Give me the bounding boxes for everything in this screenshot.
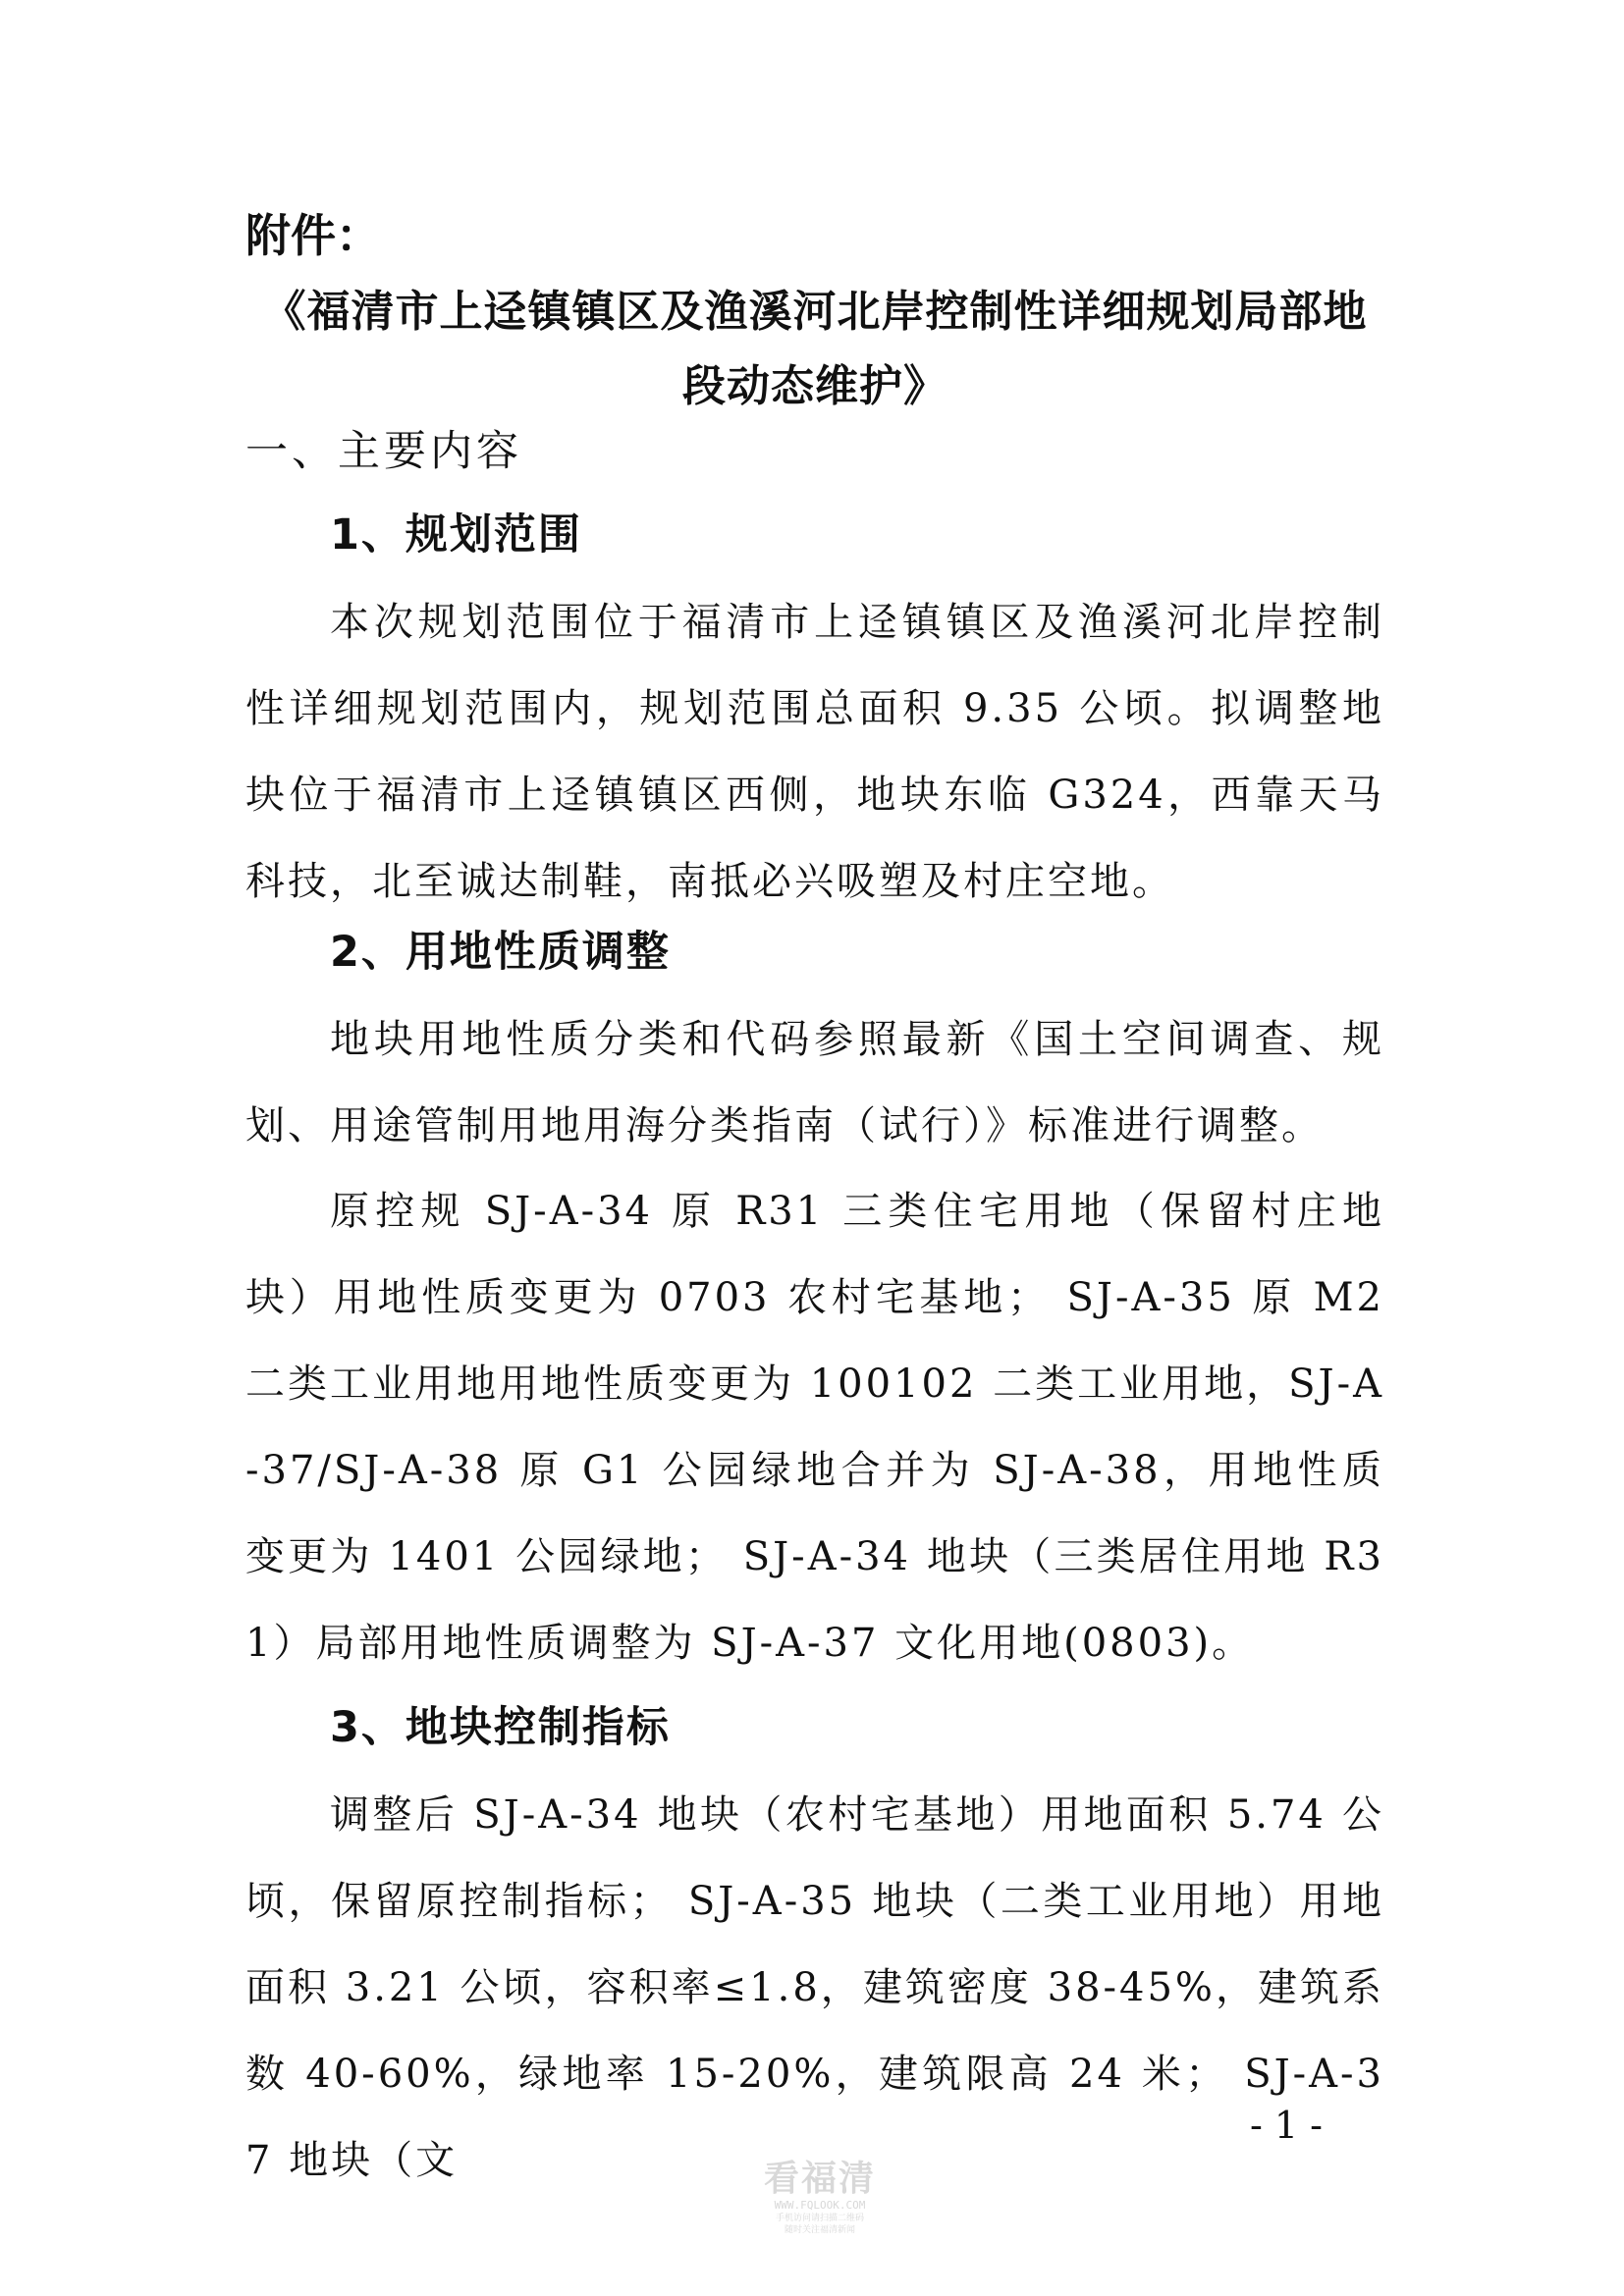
section-heading-main-content: 一、主要内容 [245,427,522,476]
document-title: 《福清市上迳镇镇区及渔溪河北岸控制性详细规划局部地段动态维护》 [262,287,1368,411]
watermark-line-1: 手机访问请扫描二维码 [775,2214,864,2223]
paragraph-control-indicators: 调整后 SJ-A-34 地块（农村宅基地）用地面积 5.74 公顷，保留原控制指标； SJ-A-35 地块（二类工业用地）用地面积 3.21 公顷，容积率≤1.8，建筑密度 38-45%，建筑系数 40-60%，绿地率 15-20%，建筑限高 24 米； SJ-A-37 地块（文 [245,1792,1384,2183]
paragraph-planning-scope: 本次规划范围位于福清市上迳镇镇区及渔溪河北岸控制性详细规划范围内，规划范围总面积 9.35 公顷。拟调整地块位于福清市上迳镇镇区西侧，地块东临 G324，西靠天马科技，北至诚达制鞋，南抵必兴吸塑及村庄空地。 [245,600,1384,904]
subsection-heading-land-use-adjustment: 2、用地性质调整 [330,928,671,977]
subsection-heading-control-indicators: 3、地块控制指标 [330,1703,671,1752]
page-number: - 1 - [1249,2104,1323,2147]
paragraph-land-use-changes: 原控规 SJ-A-34 原 R31 三类住宅用地（保留村庄地块）用地性质变更为 0703 农村宅基地； SJ-A-35 原 M2 二类工业用地用地性质变更为 100102 二类工业用地，SJ-A-37/SJ-A-38 原 G1 公园绿地合并为 SJ-A-38，用地性质变更为 1401 公园绿地； SJ-A-34 地块（三类居住用地 R31）局部用地性质调整为 SJ-A-37 文化用地(0803)。 [245,1189,1384,1666]
annex-label: 附件： [245,209,381,262]
watermark-url: WWW.FQLOOK.COM [774,2199,866,2212]
watermark [746,2160,893,2236]
watermark-line-2: 随时关注福清新闻 [784,2225,855,2235]
subsection-heading-planning-scope: 1、规划范围 [330,510,582,560]
paragraph-classification-standard: 地块用地性质分类和代码参照最新《国土空间调查、规划、用途管制用地用海分类指南（试行）》标准进行调整。 [245,1017,1384,1148]
watermark-logo: 看福清 [763,2159,876,2199]
